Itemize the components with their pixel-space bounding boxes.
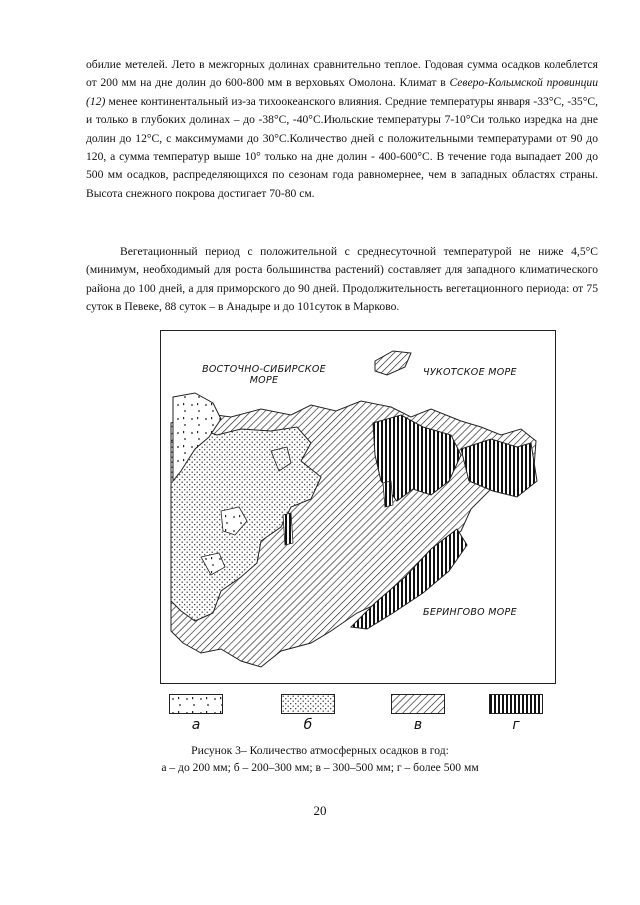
page-number: 20 [313,803,327,818]
paragraph-text-part: обилие метелей. Лето в межгорных долинах сравнительно теплое. Годовая сумма осадков колеблется от 200 мм на дне долин до 600-800 мм в верховьях Омолона. Климат в [86,58,598,90]
legend-item-a [168,694,224,733]
map-legend [168,694,548,734]
legend-swatch-c [391,694,445,714]
legend-swatch-d [489,694,543,714]
figure-caption-legend: а – до 200 мм; б – 200–300 мм; в – 300–500 мм; г – более 500 мм [161,761,479,774]
legend-letter-a: а [191,717,201,733]
bering-sea-label: БЕРИНГОВО МОРЕ [423,607,517,618]
legend-swatch-a [169,694,223,714]
province-name: Северо-Колымской провинции (12) [86,76,598,108]
legend-letter-d: г [512,717,520,733]
zone-g-region [283,513,293,545]
island-region [375,351,411,375]
chukchi-sea-label: ЧУКОТСКОЕ МОРЕ [423,367,517,378]
legend-swatch-b [281,694,335,714]
figure-caption-title: Рисунок 3– Количество атмосферных осадков в год: [191,744,449,757]
east-siberian-sea-label: ВОСТОЧНО-СИБИРСКОЕ МОРЕ [202,364,326,386]
precipitation-map [160,330,556,684]
zone-g-region [383,481,393,507]
paragraph-vegetation: Вегетационный период с положительной с среднесуточной температурой не ниже 4,5°С (минимум, необходимый для роста большинства растений) составляет для западного климатического района до 100 дней, а для приморского до 90 дней. Продолжительность вегетационного периода: от 75 суток в Певеке, 88 суток – в Анадыре и до 101суток в Марково. [86,245,598,314]
legend-item-b [280,694,336,733]
legend-letter-b: б [303,717,313,733]
legend-item-d [488,694,544,733]
legend-letter-c: в [413,717,423,733]
legend-item-c [390,694,446,733]
paragraph-text-part: менее континентальный из-за тихоокеанского влияния. Средние температуры января -33°С, -35°С, и только в глубоких долинах – до -38°С, -40°С.Июльские температуры 7-10°Си только изредка на дне долин до 12°С, с максимумами до 30°С.Количество дней с положительными температурами от 90 до 120, а сумма температур выше 10° только на дне долин - 400-600°С. В течение года выпадает 200 до 500 мм осадков, распределяющихся по сезонам года равномернее, чем в западных областях страны. Высота снежного покрова достигает 70-80 см. [86,94,598,200]
paragraph-climate [86,56,598,203]
